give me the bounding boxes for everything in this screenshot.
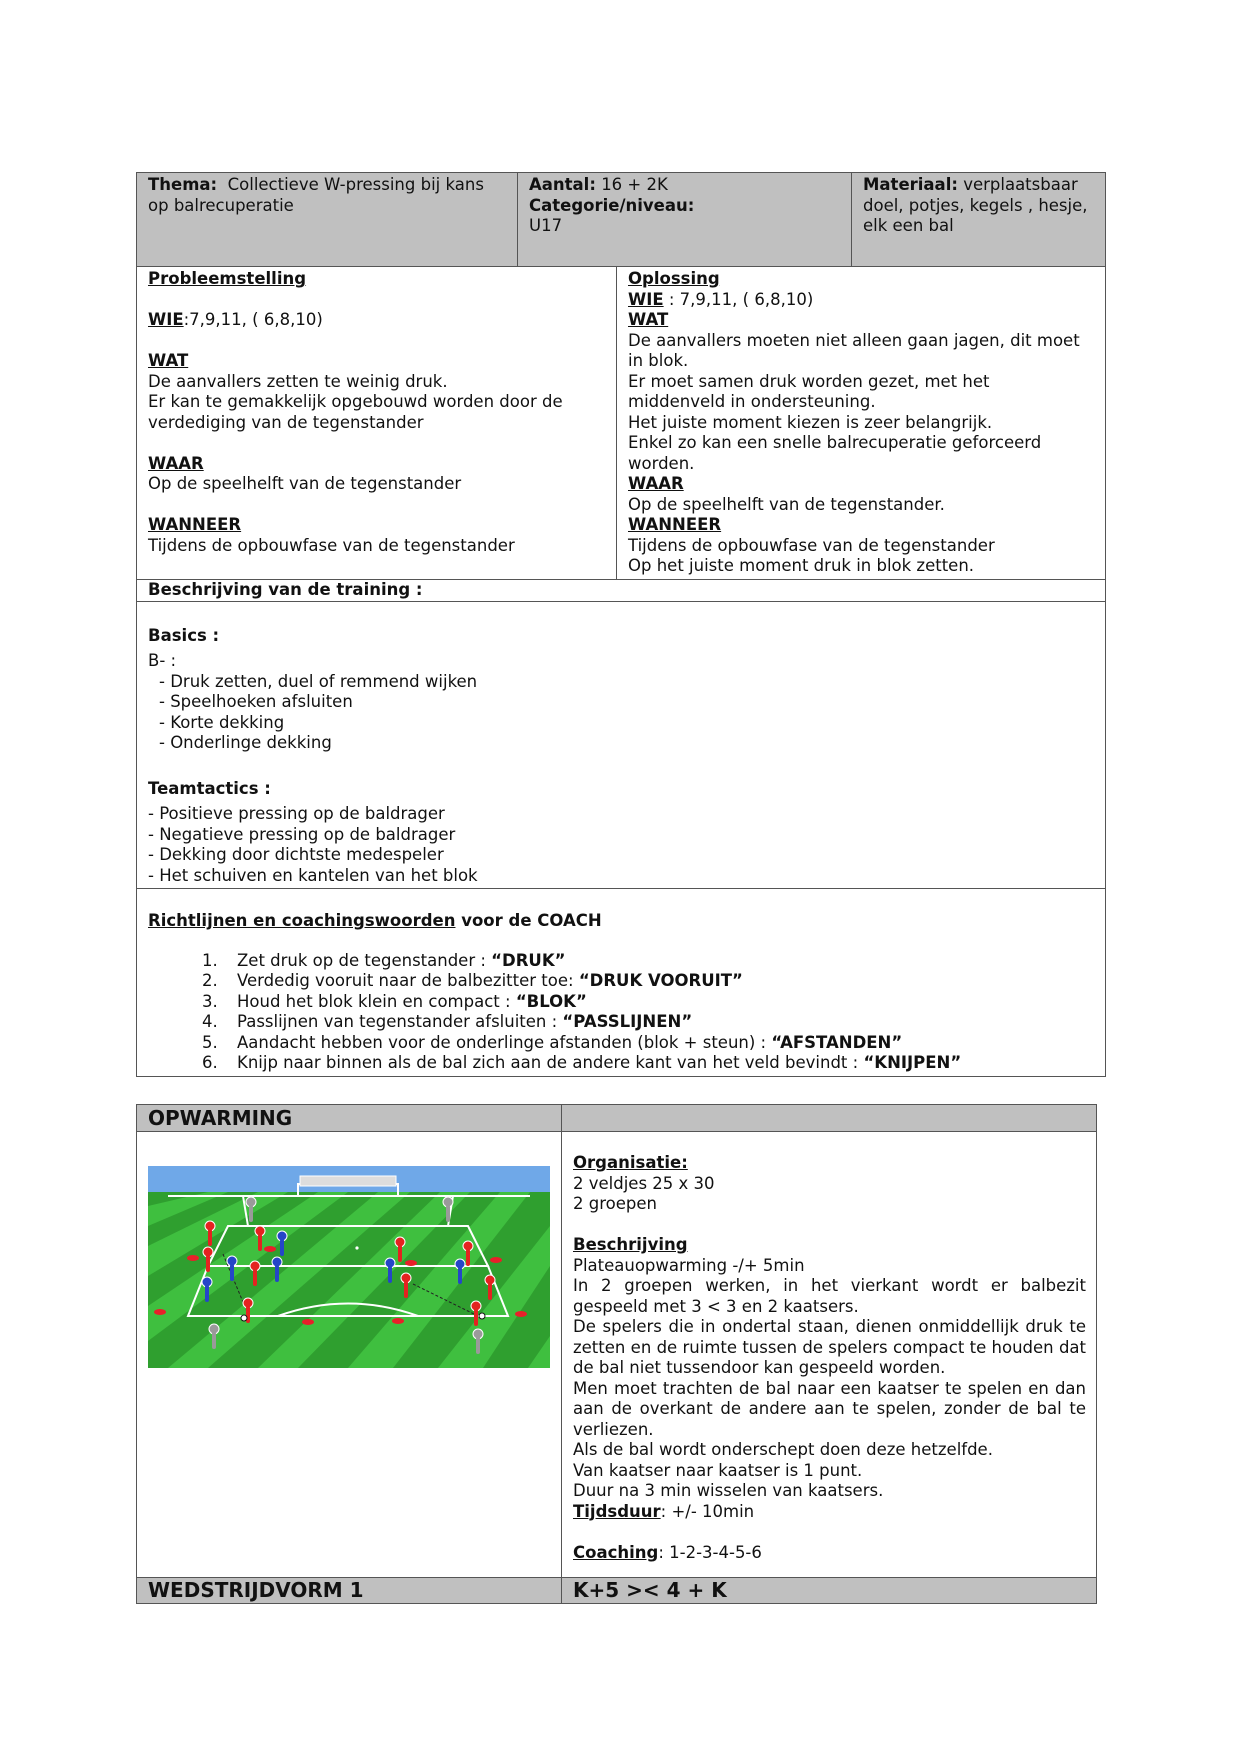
teamtactics-item: - Dekking door dichtste medespeler — [148, 845, 444, 864]
coach-list — [148, 951, 1094, 1074]
probleem-wat-line: Er kan te gemakkelijk opgebouwd worden door de — [148, 392, 563, 411]
materiaal-value: verplaatsbaar doel, potjes, kegels , hesje, elk een bal — [863, 175, 1088, 235]
probleem-wie-value: :7,9,11, ( 6,8,10) — [183, 310, 323, 329]
beschrijving-title-cell — [137, 580, 1106, 602]
beschrijving-cell — [137, 601, 1106, 889]
beschrijving-label: Beschrijving — [573, 1235, 688, 1254]
goal — [300, 1176, 396, 1186]
thema-cell — [137, 173, 518, 267]
opwarming-title-cell — [137, 1105, 562, 1132]
thema-label: Thema: — [148, 175, 218, 194]
beschrijving-paragraph: Van kaatser naar kaatser is 1 punt. — [573, 1460, 863, 1480]
teamtactics-item: - Het schuiven en kantelen van het blok — [148, 865, 478, 885]
categorie-label: Categorie/niveau: — [529, 195, 695, 215]
beschrijving-paragraph: Duur na 3 min wisselen van kaatsers. — [573, 1481, 884, 1500]
basics-item: - Druk zetten, duel of remmend wijken — [159, 671, 478, 691]
oplossing-wat-line: middenveld in ondersteuning. — [628, 392, 876, 411]
oplossing-wat-line: in blok. — [628, 351, 689, 370]
coach-title-underlined: Richtlijnen en coachingswoorden — [148, 911, 456, 930]
oplossing-waar-label: WAAR — [628, 474, 684, 493]
teamtactics-title: Teamtactics : — [148, 778, 271, 798]
beschrijving-paragraph: Als de bal wordt onderschept doen deze hetzelfde. — [573, 1440, 993, 1459]
oplossing-wat-line: Enkel zo kan een snelle balrecuperatie geforceerd — [628, 433, 1042, 452]
beschrijving-paragraph: In 2 groepen werken, in het vierkant wordt er balbezit gespeeld met 3 < 3 en 2 kaatsers. — [573, 1276, 1086, 1316]
oplossing-wanneer-label: WANNEER — [628, 515, 722, 534]
aantal-cell — [518, 173, 852, 267]
oplossing-wat-line: Er moet samen druk worden gezet, met het — [628, 371, 990, 391]
opwarming-diagram-cell — [137, 1132, 562, 1578]
oplossing-wat-line: De aanvallers moeten niet alleen gaan jagen, dit moet — [628, 330, 1080, 350]
materiaal-cell — [852, 173, 1106, 267]
probleem-wat-line: verdediging van de tegenstander — [148, 412, 424, 432]
probleem-wanneer-value: Tijdens de opbouwfase van de tegenstander — [148, 535, 515, 555]
probleem-wat-label: WAT — [148, 351, 189, 370]
penalty-spot — [355, 1246, 358, 1249]
beschrijving-paragraph: Men moet trachten de bal naar een kaatser te spelen en dan aan de overkant de andere aan te spelen, zonder de bal te verliezen. — [573, 1378, 1086, 1439]
coach-item: 6. Knijp naar binnen als de bal zich aan de andere kant van het veld bevindt : “KNIJPEN” — [223, 1053, 1094, 1074]
oplossing-wanneer-line: Op het juiste moment druk in blok zetten. — [628, 556, 975, 575]
coaching-label: Coaching — [573, 1542, 659, 1562]
coaching-value: : 1-2-3-4-5-6 — [658, 1542, 762, 1562]
teamtactics-item: - Negatieve pressing op de baldrager — [148, 824, 456, 844]
probleem-title: Probleemstelling — [148, 269, 307, 288]
tijdsduur-label: Tijdsduur — [573, 1501, 661, 1521]
probleem-waar-label: WAAR — [148, 453, 204, 473]
basics-intro: B- : — [148, 651, 177, 670]
organisatie-line: 2 veldjes 25 x 30 — [573, 1173, 715, 1193]
materiaal-label: Materiaal: — [863, 175, 958, 194]
wedstrijd-format-cell — [562, 1578, 1097, 1604]
categorie-value: U17 — [529, 216, 563, 235]
aantal-label: Aantal: — [529, 175, 596, 194]
coach-title-rest: voor de COACH — [455, 911, 602, 930]
coach-item: 1. Zet druk op de tegenstander : “DRUK” — [223, 951, 1094, 972]
coach-cell — [137, 889, 1106, 1077]
probleem-waar-value: Op de speelhelft van de tegenstander — [148, 474, 462, 493]
oplossing-wanneer-line: Tijdens de opbouwfase van de tegenstander — [628, 535, 995, 555]
teamtactics-item: - Positieve pressing op de baldrager — [148, 804, 445, 823]
basics-title: Basics : — [148, 625, 220, 645]
oplossing-waar-value: Op de speelhelft van de tegenstander. — [628, 494, 945, 514]
opwarming-table — [136, 1104, 1097, 1604]
tijdsduur-value: : +/- 10min — [660, 1501, 755, 1521]
thema-value: Collectieve W-pressing bij kans op balrecuperatie — [148, 175, 484, 215]
basics-item: - Onderlinge dekking — [159, 733, 332, 752]
wedstrijd-format: K+5 >< 4 + K — [573, 1578, 727, 1602]
oplossing-wie-label: WIE — [628, 289, 664, 309]
oplossing-cell — [617, 267, 1106, 580]
wedstrijd-title-cell — [137, 1578, 562, 1604]
field-diagram — [148, 1166, 550, 1368]
organisatie-label: Organisatie: — [573, 1153, 688, 1172]
aantal-value: 16 + 2K — [601, 175, 668, 194]
oplossing-wie-value: : 7,9,11, ( 6,8,10) — [668, 289, 814, 309]
probleem-wanneer-label: WANNEER — [148, 515, 242, 534]
field-diagram-svg — [148, 1166, 550, 1368]
basics-item: - Speelhoeken afsluiten — [159, 692, 353, 711]
oplossing-wat-label: WAT — [628, 310, 669, 329]
organisatie-line: 2 groepen — [573, 1194, 657, 1213]
probleem-wat-line: De aanvallers zetten te weinig druk. — [148, 371, 448, 391]
probleem-wie-label: WIE — [148, 310, 184, 329]
coach-item: 4. Passlijnen van tegenstander afsluiten : “PASSLIJNEN” — [223, 1012, 1094, 1033]
oplossing-title: Oplossing — [628, 269, 720, 288]
coach-item: 3. Houd het blok klein en compact : “BLOK” — [223, 992, 1094, 1013]
opwarming-text-cell — [562, 1132, 1097, 1578]
opwarming-title-empty — [562, 1105, 1097, 1132]
oplossing-wat-line: Het juiste moment kiezen is zeer belangrijk. — [628, 412, 993, 432]
basics-item: - Korte dekking — [159, 712, 285, 732]
beschrijving-paragraph: De spelers die in ondertal staan, dienen onmiddellijk druk te zetten en de ruimte tussen de spelers compact te houden dat de bal niet tussendoor kan gespeeld worden. — [573, 1317, 1086, 1377]
oplossing-wat-line: worden. — [628, 453, 695, 473]
session-plan-table — [136, 172, 1106, 1077]
beschrijving-title: Beschrijving van de training : — [148, 580, 423, 599]
coach-item: 5. Aandacht hebben voor de onderlinge afstanden (blok + steun) : “AFSTANDEN” — [223, 1033, 1094, 1054]
wedstrijd-title: WEDSTRIJDVORM 1 — [148, 1578, 364, 1602]
coach-item: 2. Verdedig vooruit naar de balbezitter toe: “DRUK VOORUIT” — [223, 971, 1094, 992]
probleem-cell — [137, 267, 617, 580]
opwarming-title: OPWARMING — [148, 1106, 293, 1130]
beschrijving-paragraph: Plateauopwarming -/+ 5min — [573, 1255, 805, 1275]
